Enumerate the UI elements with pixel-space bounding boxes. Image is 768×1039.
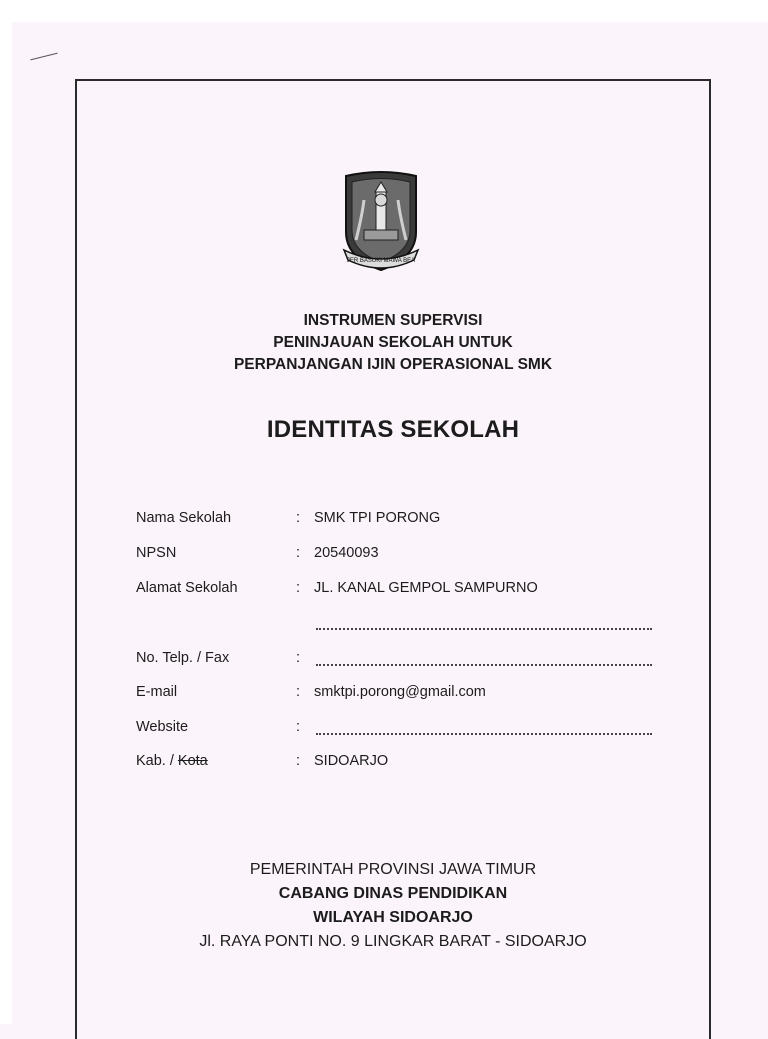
issuer-block <box>75 858 711 954</box>
field-colon: : <box>296 719 301 735</box>
document-title <box>75 310 711 376</box>
field-value: JL. KANAL GEMPOL SAMPURNO <box>314 580 538 596</box>
title-line-2: PENINJAUAN SEKOLAH UNTUK <box>273 334 513 351</box>
pen-mark <box>30 53 57 61</box>
page-title: IDENTITAS SEKOLAH <box>266 416 520 443</box>
issuer-address: Jl. RAYA PONTI NO. 9 LINGKAR BARAT - SIDOARJO <box>199 933 587 950</box>
field-colon: : <box>296 650 301 666</box>
field-npsn <box>136 545 676 567</box>
field-email <box>136 684 676 706</box>
blank-dotted-line <box>316 664 652 666</box>
scan-border-top <box>0 0 768 22</box>
field-colon: : <box>296 684 301 700</box>
field-label: Alamat Sekolah <box>136 580 238 596</box>
field-label: No. Telp. / Fax <box>136 650 230 666</box>
field-label: Nama Sekolah <box>136 510 232 526</box>
field-label <box>136 753 208 769</box>
field-colon: : <box>296 545 301 561</box>
field-kab-kota <box>136 753 676 775</box>
blank-dotted-line <box>316 733 652 735</box>
scan-border-left <box>0 0 12 1024</box>
field-colon: : <box>296 510 301 526</box>
field-value: 20540093 <box>314 545 379 561</box>
issuer-line-3: WILAYAH SIDOARJO <box>313 909 473 926</box>
field-value: SMK TPI PORONG <box>314 510 441 526</box>
field-label: NPSN <box>136 545 177 561</box>
field-value: SIDOARJO <box>314 753 389 769</box>
field-alamat-sekolah <box>136 580 676 602</box>
east-java-provincial-emblem-icon <box>342 170 420 274</box>
field-alamat-continuation <box>136 614 676 636</box>
field-nama-sekolah <box>136 510 676 532</box>
blank-dotted-line <box>316 628 652 630</box>
title-line-3: PERPANJANGAN IJIN OPERASIONAL SMK <box>233 356 553 373</box>
field-website <box>136 719 676 741</box>
label-kab: Kab. / <box>136 753 178 769</box>
label-kota-struck: Kota <box>177 753 208 769</box>
emblem-motto: JER BASUKI MAWA BEA <box>346 258 416 264</box>
field-no-telp-fax <box>136 650 676 672</box>
field-label: Website <box>136 719 189 735</box>
field-value: smktpi.porong@gmail.com <box>314 684 486 700</box>
issuer-line-1: PEMERINTAH PROVINSI JAWA TIMUR <box>249 861 537 878</box>
field-colon: : <box>296 753 301 769</box>
issuer-line-2: CABANG DINAS PENDIDIKAN <box>278 885 508 902</box>
field-label: E-mail <box>136 684 178 700</box>
field-colon: : <box>296 580 301 596</box>
title-line-1: INSTRUMEN SUPERVISI <box>303 312 483 329</box>
